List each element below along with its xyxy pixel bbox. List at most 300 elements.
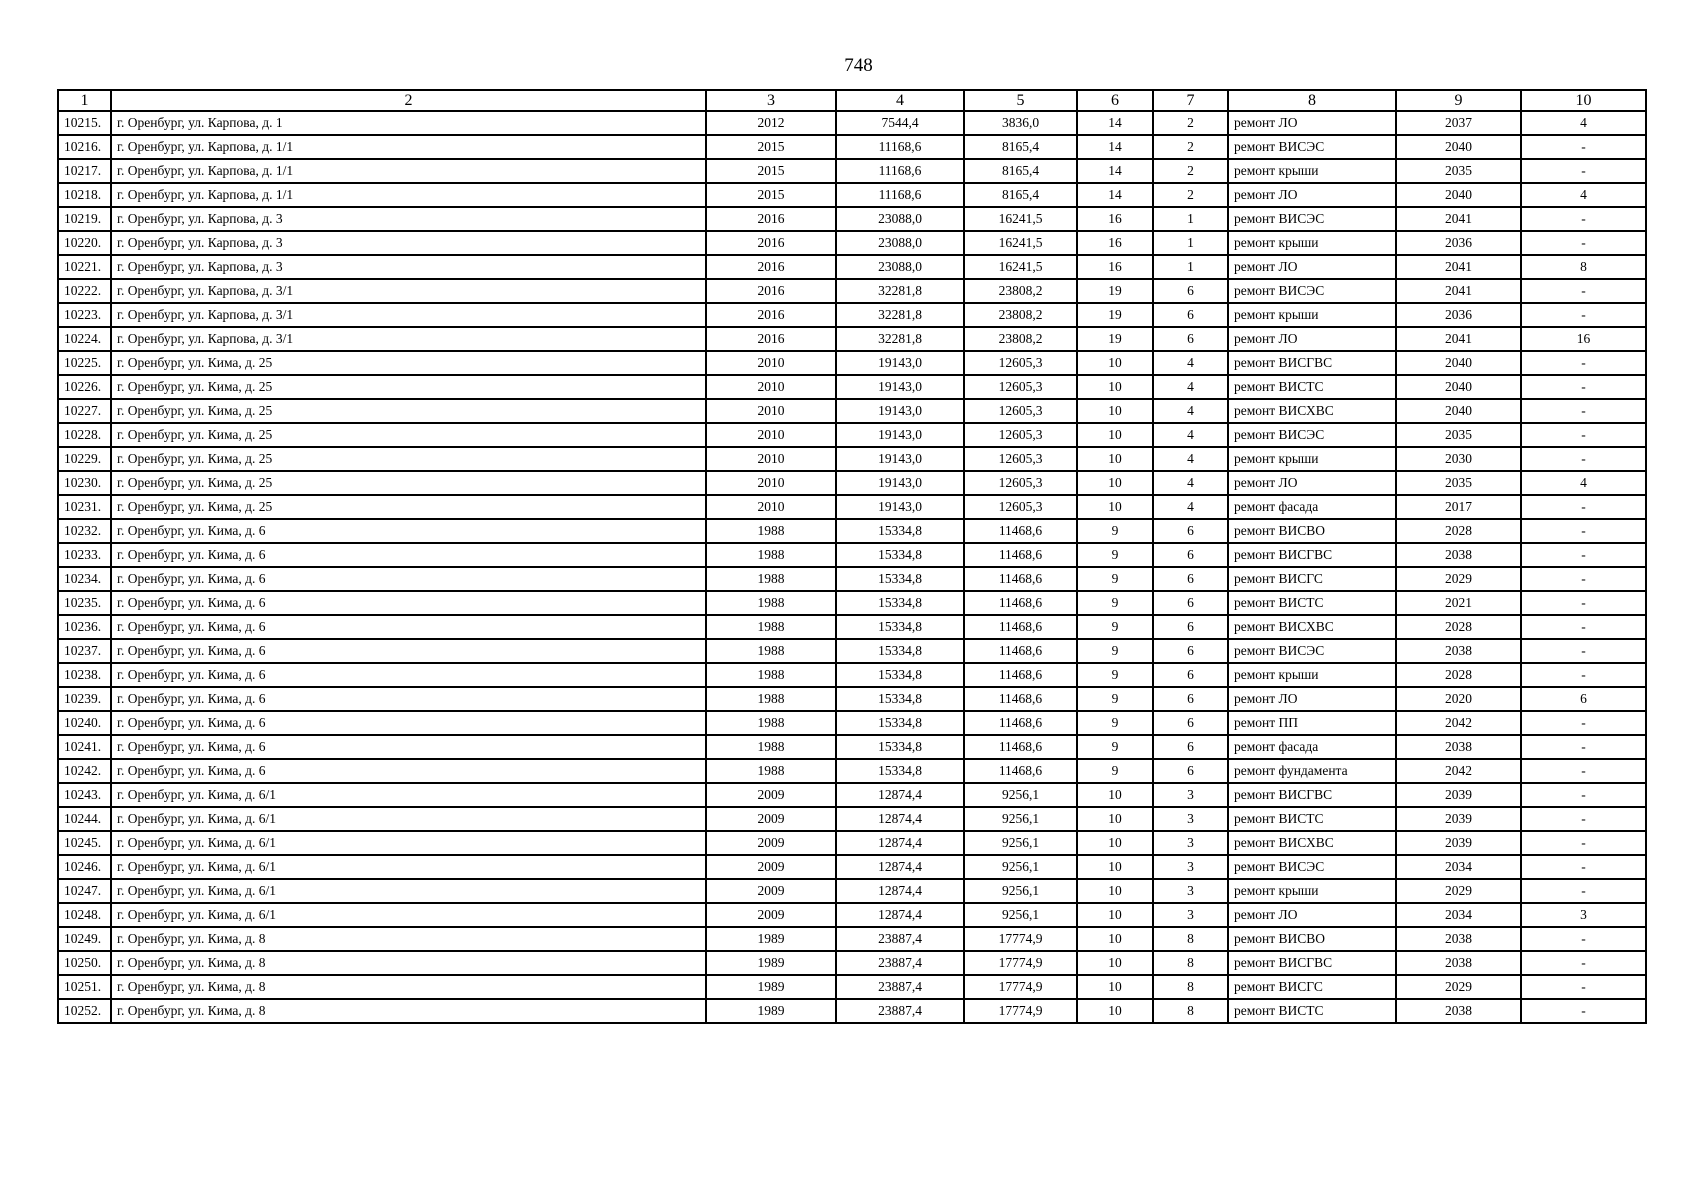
table-row [58, 807, 1646, 831]
cell-address: г. Оренбург, ул. Кима, д. 25 [111, 351, 706, 375]
cell-total-area: 19143,0 [836, 495, 964, 519]
cell-entrances: 3 [1153, 783, 1228, 807]
cell-living-area: 11468,6 [964, 687, 1077, 711]
cell-value: 4 [1521, 111, 1646, 135]
cell-row-number: 10217. [58, 159, 111, 183]
cell-work-type: ремонт ВИСЭС [1228, 639, 1396, 663]
cell-value: - [1521, 999, 1646, 1023]
cell-work-type: ремонт ВИСГВС [1228, 543, 1396, 567]
cell-year-built: 2016 [706, 303, 836, 327]
cell-value: - [1521, 519, 1646, 543]
table-row [58, 759, 1646, 783]
cell-address: г. Оренбург, ул. Карпова, д. 3 [111, 231, 706, 255]
cell-entrances: 6 [1153, 663, 1228, 687]
cell-living-area: 11468,6 [964, 615, 1077, 639]
cell-address: г. Оренбург, ул. Карпова, д. 3/1 [111, 327, 706, 351]
cell-work-type: ремонт ВИСВО [1228, 519, 1396, 543]
cell-work-type: ремонт фасада [1228, 735, 1396, 759]
cell-value: - [1521, 591, 1646, 615]
table-row [58, 495, 1646, 519]
cell-work-type: ремонт ЛО [1228, 111, 1396, 135]
cell-value: - [1521, 927, 1646, 951]
cell-entrances: 3 [1153, 903, 1228, 927]
cell-total-area: 11168,6 [836, 159, 964, 183]
cell-planned-year: 2028 [1396, 663, 1521, 687]
cell-living-area: 17774,9 [964, 999, 1077, 1023]
cell-value: 6 [1521, 687, 1646, 711]
cell-year-built: 2010 [706, 495, 836, 519]
cell-row-number: 10242. [58, 759, 111, 783]
table-row [58, 543, 1646, 567]
cell-living-area: 12605,3 [964, 447, 1077, 471]
cell-address: г. Оренбург, ул. Карпова, д. 1/1 [111, 135, 706, 159]
cell-row-number: 10247. [58, 879, 111, 903]
cell-total-area: 15334,8 [836, 519, 964, 543]
cell-year-built: 2016 [706, 279, 836, 303]
cell-living-area: 11468,6 [964, 735, 1077, 759]
cell-work-type: ремонт крыши [1228, 447, 1396, 471]
cell-entrances: 8 [1153, 975, 1228, 999]
cell-total-area: 19143,0 [836, 351, 964, 375]
cell-planned-year: 2041 [1396, 327, 1521, 351]
cell-row-number: 10219. [58, 207, 111, 231]
cell-total-area: 23887,4 [836, 927, 964, 951]
cell-year-built: 2009 [706, 831, 836, 855]
cell-year-built: 2009 [706, 783, 836, 807]
table-header-row [58, 90, 1646, 111]
table-row [58, 783, 1646, 807]
cell-row-number: 10226. [58, 375, 111, 399]
table-row [58, 663, 1646, 687]
cell-entrances: 6 [1153, 615, 1228, 639]
cell-planned-year: 2041 [1396, 255, 1521, 279]
cell-total-area: 11168,6 [836, 183, 964, 207]
cell-total-area: 23887,4 [836, 951, 964, 975]
cell-floors: 9 [1077, 639, 1153, 663]
cell-entrances: 6 [1153, 735, 1228, 759]
cell-row-number: 10224. [58, 327, 111, 351]
header-cell-7: 7 [1153, 90, 1228, 111]
cell-year-built: 2016 [706, 327, 836, 351]
cell-floors: 10 [1077, 783, 1153, 807]
cell-value: 4 [1521, 183, 1646, 207]
cell-floors: 10 [1077, 471, 1153, 495]
table-row [58, 183, 1646, 207]
cell-address: г. Оренбург, ул. Кима, д. 6 [111, 687, 706, 711]
cell-row-number: 10240. [58, 711, 111, 735]
cell-row-number: 10236. [58, 615, 111, 639]
cell-year-built: 2015 [706, 159, 836, 183]
cell-work-type: ремонт ВИСГС [1228, 975, 1396, 999]
cell-value: 4 [1521, 471, 1646, 495]
cell-value: - [1521, 975, 1646, 999]
table-row [58, 255, 1646, 279]
table-row [58, 567, 1646, 591]
cell-floors: 9 [1077, 711, 1153, 735]
cell-living-area: 16241,5 [964, 207, 1077, 231]
table-row [58, 303, 1646, 327]
cell-work-type: ремонт ПП [1228, 711, 1396, 735]
cell-value: 8 [1521, 255, 1646, 279]
cell-floors: 10 [1077, 495, 1153, 519]
cell-living-area: 3836,0 [964, 111, 1077, 135]
header-cell-1: 1 [58, 90, 111, 111]
cell-planned-year: 2041 [1396, 207, 1521, 231]
cell-floors: 10 [1077, 951, 1153, 975]
table-body [58, 111, 1646, 1023]
cell-planned-year: 2039 [1396, 807, 1521, 831]
cell-living-area: 23808,2 [964, 303, 1077, 327]
cell-row-number: 10237. [58, 639, 111, 663]
cell-row-number: 10215. [58, 111, 111, 135]
cell-address: г. Оренбург, ул. Кима, д. 6/1 [111, 831, 706, 855]
cell-total-area: 15334,8 [836, 759, 964, 783]
cell-row-number: 10245. [58, 831, 111, 855]
cell-row-number: 10243. [58, 783, 111, 807]
cell-row-number: 10248. [58, 903, 111, 927]
cell-planned-year: 2034 [1396, 855, 1521, 879]
cell-year-built: 2015 [706, 183, 836, 207]
cell-total-area: 23088,0 [836, 207, 964, 231]
cell-planned-year: 2038 [1396, 951, 1521, 975]
cell-work-type: ремонт ВИСЭС [1228, 279, 1396, 303]
cell-total-area: 15334,8 [836, 543, 964, 567]
table-row [58, 447, 1646, 471]
cell-year-built: 2010 [706, 375, 836, 399]
table-row [58, 903, 1646, 927]
cell-entrances: 6 [1153, 519, 1228, 543]
cell-value: - [1521, 423, 1646, 447]
cell-address: г. Оренбург, ул. Кима, д. 6 [111, 591, 706, 615]
cell-total-area: 12874,4 [836, 783, 964, 807]
cell-total-area: 19143,0 [836, 399, 964, 423]
cell-year-built: 1988 [706, 759, 836, 783]
cell-work-type: ремонт ЛО [1228, 903, 1396, 927]
cell-work-type: ремонт крыши [1228, 159, 1396, 183]
cell-value: - [1521, 447, 1646, 471]
cell-work-type: ремонт крыши [1228, 231, 1396, 255]
cell-work-type: ремонт ВИСГВС [1228, 351, 1396, 375]
page-number: 748 [844, 55, 873, 76]
cell-floors: 9 [1077, 735, 1153, 759]
cell-floors: 9 [1077, 663, 1153, 687]
cell-year-built: 1989 [706, 975, 836, 999]
cell-total-area: 23088,0 [836, 231, 964, 255]
cell-living-area: 9256,1 [964, 807, 1077, 831]
cell-planned-year: 2037 [1396, 111, 1521, 135]
cell-floors: 14 [1077, 111, 1153, 135]
cell-living-area: 23808,2 [964, 279, 1077, 303]
cell-total-area: 23088,0 [836, 255, 964, 279]
cell-value: - [1521, 159, 1646, 183]
cell-floors: 10 [1077, 375, 1153, 399]
header-cell-6: 6 [1077, 90, 1153, 111]
cell-value: - [1521, 759, 1646, 783]
cell-total-area: 15334,8 [836, 591, 964, 615]
table-row [58, 639, 1646, 663]
cell-address: г. Оренбург, ул. Кима, д. 6 [111, 543, 706, 567]
cell-total-area: 32281,8 [836, 327, 964, 351]
cell-planned-year: 2038 [1396, 735, 1521, 759]
cell-planned-year: 2029 [1396, 879, 1521, 903]
cell-living-area: 12605,3 [964, 351, 1077, 375]
cell-address: г. Оренбург, ул. Кима, д. 8 [111, 951, 706, 975]
cell-year-built: 1988 [706, 615, 836, 639]
cell-floors: 10 [1077, 831, 1153, 855]
cell-address: г. Оренбург, ул. Кима, д. 6 [111, 639, 706, 663]
table-row [58, 399, 1646, 423]
cell-value: - [1521, 279, 1646, 303]
cell-living-area: 11468,6 [964, 711, 1077, 735]
cell-address: г. Оренбург, ул. Кима, д. 6 [111, 759, 706, 783]
cell-address: г. Оренбург, ул. Кима, д. 25 [111, 447, 706, 471]
cell-year-built: 2010 [706, 423, 836, 447]
cell-living-area: 11468,6 [964, 543, 1077, 567]
cell-entrances: 8 [1153, 927, 1228, 951]
cell-floors: 10 [1077, 423, 1153, 447]
table-row [58, 591, 1646, 615]
cell-floors: 9 [1077, 567, 1153, 591]
cell-address: г. Оренбург, ул. Кима, д. 6 [111, 735, 706, 759]
cell-floors: 19 [1077, 327, 1153, 351]
cell-address: г. Оренбург, ул. Карпова, д. 1/1 [111, 183, 706, 207]
cell-year-built: 2015 [706, 135, 836, 159]
cell-row-number: 10225. [58, 351, 111, 375]
cell-total-area: 32281,8 [836, 303, 964, 327]
header-cell-9: 9 [1396, 90, 1521, 111]
table-row [58, 231, 1646, 255]
cell-row-number: 10234. [58, 567, 111, 591]
table-row [58, 687, 1646, 711]
cell-planned-year: 2040 [1396, 375, 1521, 399]
cell-row-number: 10232. [58, 519, 111, 543]
cell-floors: 10 [1077, 855, 1153, 879]
cell-total-area: 19143,0 [836, 471, 964, 495]
cell-year-built: 2012 [706, 111, 836, 135]
cell-entrances: 2 [1153, 183, 1228, 207]
table-row [58, 207, 1646, 231]
cell-year-built: 2010 [706, 351, 836, 375]
cell-year-built: 1988 [706, 591, 836, 615]
table-row [58, 375, 1646, 399]
cell-floors: 10 [1077, 351, 1153, 375]
cell-address: г. Оренбург, ул. Кима, д. 6/1 [111, 903, 706, 927]
cell-work-type: ремонт ЛО [1228, 687, 1396, 711]
table-row [58, 111, 1646, 135]
cell-planned-year: 2039 [1396, 831, 1521, 855]
cell-floors: 10 [1077, 927, 1153, 951]
cell-address: г. Оренбург, ул. Кима, д. 6 [111, 663, 706, 687]
cell-year-built: 2009 [706, 855, 836, 879]
cell-value: - [1521, 735, 1646, 759]
table-row [58, 423, 1646, 447]
cell-living-area: 9256,1 [964, 831, 1077, 855]
cell-living-area: 23808,2 [964, 327, 1077, 351]
cell-floors: 10 [1077, 447, 1153, 471]
cell-row-number: 10227. [58, 399, 111, 423]
cell-address: г. Оренбург, ул. Кима, д. 8 [111, 975, 706, 999]
cell-value: 3 [1521, 903, 1646, 927]
cell-living-area: 8165,4 [964, 159, 1077, 183]
cell-living-area: 11468,6 [964, 759, 1077, 783]
cell-value: - [1521, 855, 1646, 879]
cell-living-area: 17774,9 [964, 975, 1077, 999]
cell-planned-year: 2040 [1396, 399, 1521, 423]
cell-entrances: 4 [1153, 351, 1228, 375]
cell-value: - [1521, 567, 1646, 591]
cell-work-type: ремонт ВИСТС [1228, 807, 1396, 831]
cell-entrances: 4 [1153, 423, 1228, 447]
table-row [58, 351, 1646, 375]
cell-floors: 10 [1077, 903, 1153, 927]
cell-year-built: 1988 [706, 735, 836, 759]
cell-planned-year: 2021 [1396, 591, 1521, 615]
cell-entrances: 6 [1153, 567, 1228, 591]
cell-total-area: 15334,8 [836, 615, 964, 639]
cell-value: - [1521, 375, 1646, 399]
table-row [58, 879, 1646, 903]
cell-planned-year: 2030 [1396, 447, 1521, 471]
cell-floors: 14 [1077, 183, 1153, 207]
cell-entrances: 6 [1153, 327, 1228, 351]
cell-work-type: ремонт ВИСХВС [1228, 399, 1396, 423]
cell-floors: 16 [1077, 231, 1153, 255]
cell-row-number: 10250. [58, 951, 111, 975]
cell-address: г. Оренбург, ул. Карпова, д. 3 [111, 207, 706, 231]
cell-living-area: 17774,9 [964, 927, 1077, 951]
cell-address: г. Оренбург, ул. Кима, д. 6 [111, 615, 706, 639]
cell-address: г. Оренбург, ул. Кима, д. 8 [111, 999, 706, 1023]
cell-floors: 19 [1077, 279, 1153, 303]
cell-living-area: 12605,3 [964, 423, 1077, 447]
cell-value: - [1521, 231, 1646, 255]
cell-living-area: 11468,6 [964, 567, 1077, 591]
cell-work-type: ремонт ВИСТС [1228, 999, 1396, 1023]
cell-row-number: 10221. [58, 255, 111, 279]
cell-living-area: 9256,1 [964, 903, 1077, 927]
cell-planned-year: 2038 [1396, 639, 1521, 663]
cell-total-area: 12874,4 [836, 855, 964, 879]
cell-floors: 9 [1077, 687, 1153, 711]
cell-total-area: 15334,8 [836, 663, 964, 687]
cell-entrances: 3 [1153, 879, 1228, 903]
cell-living-area: 12605,3 [964, 375, 1077, 399]
cell-row-number: 10238. [58, 663, 111, 687]
cell-total-area: 19143,0 [836, 447, 964, 471]
cell-living-area: 11468,6 [964, 519, 1077, 543]
cell-row-number: 10216. [58, 135, 111, 159]
cell-entrances: 3 [1153, 807, 1228, 831]
cell-value: 16 [1521, 327, 1646, 351]
cell-entrances: 2 [1153, 135, 1228, 159]
cell-work-type: ремонт ВИСГС [1228, 567, 1396, 591]
cell-row-number: 10223. [58, 303, 111, 327]
cell-year-built: 1988 [706, 639, 836, 663]
cell-total-area: 15334,8 [836, 711, 964, 735]
cell-total-area: 19143,0 [836, 375, 964, 399]
cell-entrances: 6 [1153, 303, 1228, 327]
cell-address: г. Оренбург, ул. Кима, д. 6/1 [111, 807, 706, 831]
cell-floors: 14 [1077, 159, 1153, 183]
cell-living-area: 8165,4 [964, 135, 1077, 159]
cell-planned-year: 2038 [1396, 999, 1521, 1023]
cell-row-number: 10229. [58, 447, 111, 471]
header-cell-10: 10 [1521, 90, 1646, 111]
cell-living-area: 12605,3 [964, 471, 1077, 495]
cell-living-area: 11468,6 [964, 591, 1077, 615]
cell-floors: 10 [1077, 999, 1153, 1023]
cell-work-type: ремонт ВИСХВС [1228, 831, 1396, 855]
cell-address: г. Оренбург, ул. Кима, д. 6 [111, 519, 706, 543]
cell-row-number: 10251. [58, 975, 111, 999]
cell-total-area: 15334,8 [836, 567, 964, 591]
cell-value: - [1521, 639, 1646, 663]
cell-planned-year: 2038 [1396, 927, 1521, 951]
cell-entrances: 4 [1153, 471, 1228, 495]
cell-row-number: 10231. [58, 495, 111, 519]
cell-work-type: ремонт ВИСЭС [1228, 207, 1396, 231]
cell-year-built: 1988 [706, 519, 836, 543]
cell-work-type: ремонт ВИСХВС [1228, 615, 1396, 639]
cell-planned-year: 2042 [1396, 759, 1521, 783]
cell-total-area: 15334,8 [836, 639, 964, 663]
cell-value: - [1521, 951, 1646, 975]
cell-total-area: 12874,4 [836, 831, 964, 855]
table-row [58, 831, 1646, 855]
cell-value: - [1521, 399, 1646, 423]
cell-planned-year: 2040 [1396, 183, 1521, 207]
cell-year-built: 2010 [706, 447, 836, 471]
cell-entrances: 6 [1153, 639, 1228, 663]
cell-planned-year: 2040 [1396, 135, 1521, 159]
cell-entrances: 6 [1153, 687, 1228, 711]
cell-work-type: ремонт ЛО [1228, 183, 1396, 207]
cell-year-built: 1988 [706, 711, 836, 735]
cell-row-number: 10222. [58, 279, 111, 303]
cell-planned-year: 2028 [1396, 615, 1521, 639]
cell-row-number: 10252. [58, 999, 111, 1023]
cell-planned-year: 2020 [1396, 687, 1521, 711]
cell-entrances: 6 [1153, 279, 1228, 303]
cell-planned-year: 2036 [1396, 231, 1521, 255]
cell-work-type: ремонт фасада [1228, 495, 1396, 519]
cell-living-area: 12605,3 [964, 495, 1077, 519]
cell-living-area: 9256,1 [964, 783, 1077, 807]
cell-living-area: 11468,6 [964, 663, 1077, 687]
cell-planned-year: 2035 [1396, 471, 1521, 495]
cell-entrances: 4 [1153, 399, 1228, 423]
cell-row-number: 10235. [58, 591, 111, 615]
cell-row-number: 10241. [58, 735, 111, 759]
cell-entrances: 4 [1153, 375, 1228, 399]
cell-total-area: 32281,8 [836, 279, 964, 303]
cell-total-area: 12874,4 [836, 903, 964, 927]
table-row [58, 951, 1646, 975]
cell-work-type: ремонт ВИСВО [1228, 927, 1396, 951]
cell-work-type: ремонт крыши [1228, 663, 1396, 687]
cell-entrances: 4 [1153, 447, 1228, 471]
cell-total-area: 7544,4 [836, 111, 964, 135]
cell-value: - [1521, 711, 1646, 735]
cell-floors: 9 [1077, 591, 1153, 615]
header-cell-8: 8 [1228, 90, 1396, 111]
table-row [58, 159, 1646, 183]
cell-address: г. Оренбург, ул. Карпова, д. 1/1 [111, 159, 706, 183]
cell-year-built: 2009 [706, 879, 836, 903]
cell-floors: 16 [1077, 207, 1153, 231]
cell-planned-year: 2038 [1396, 543, 1521, 567]
cell-value: - [1521, 135, 1646, 159]
